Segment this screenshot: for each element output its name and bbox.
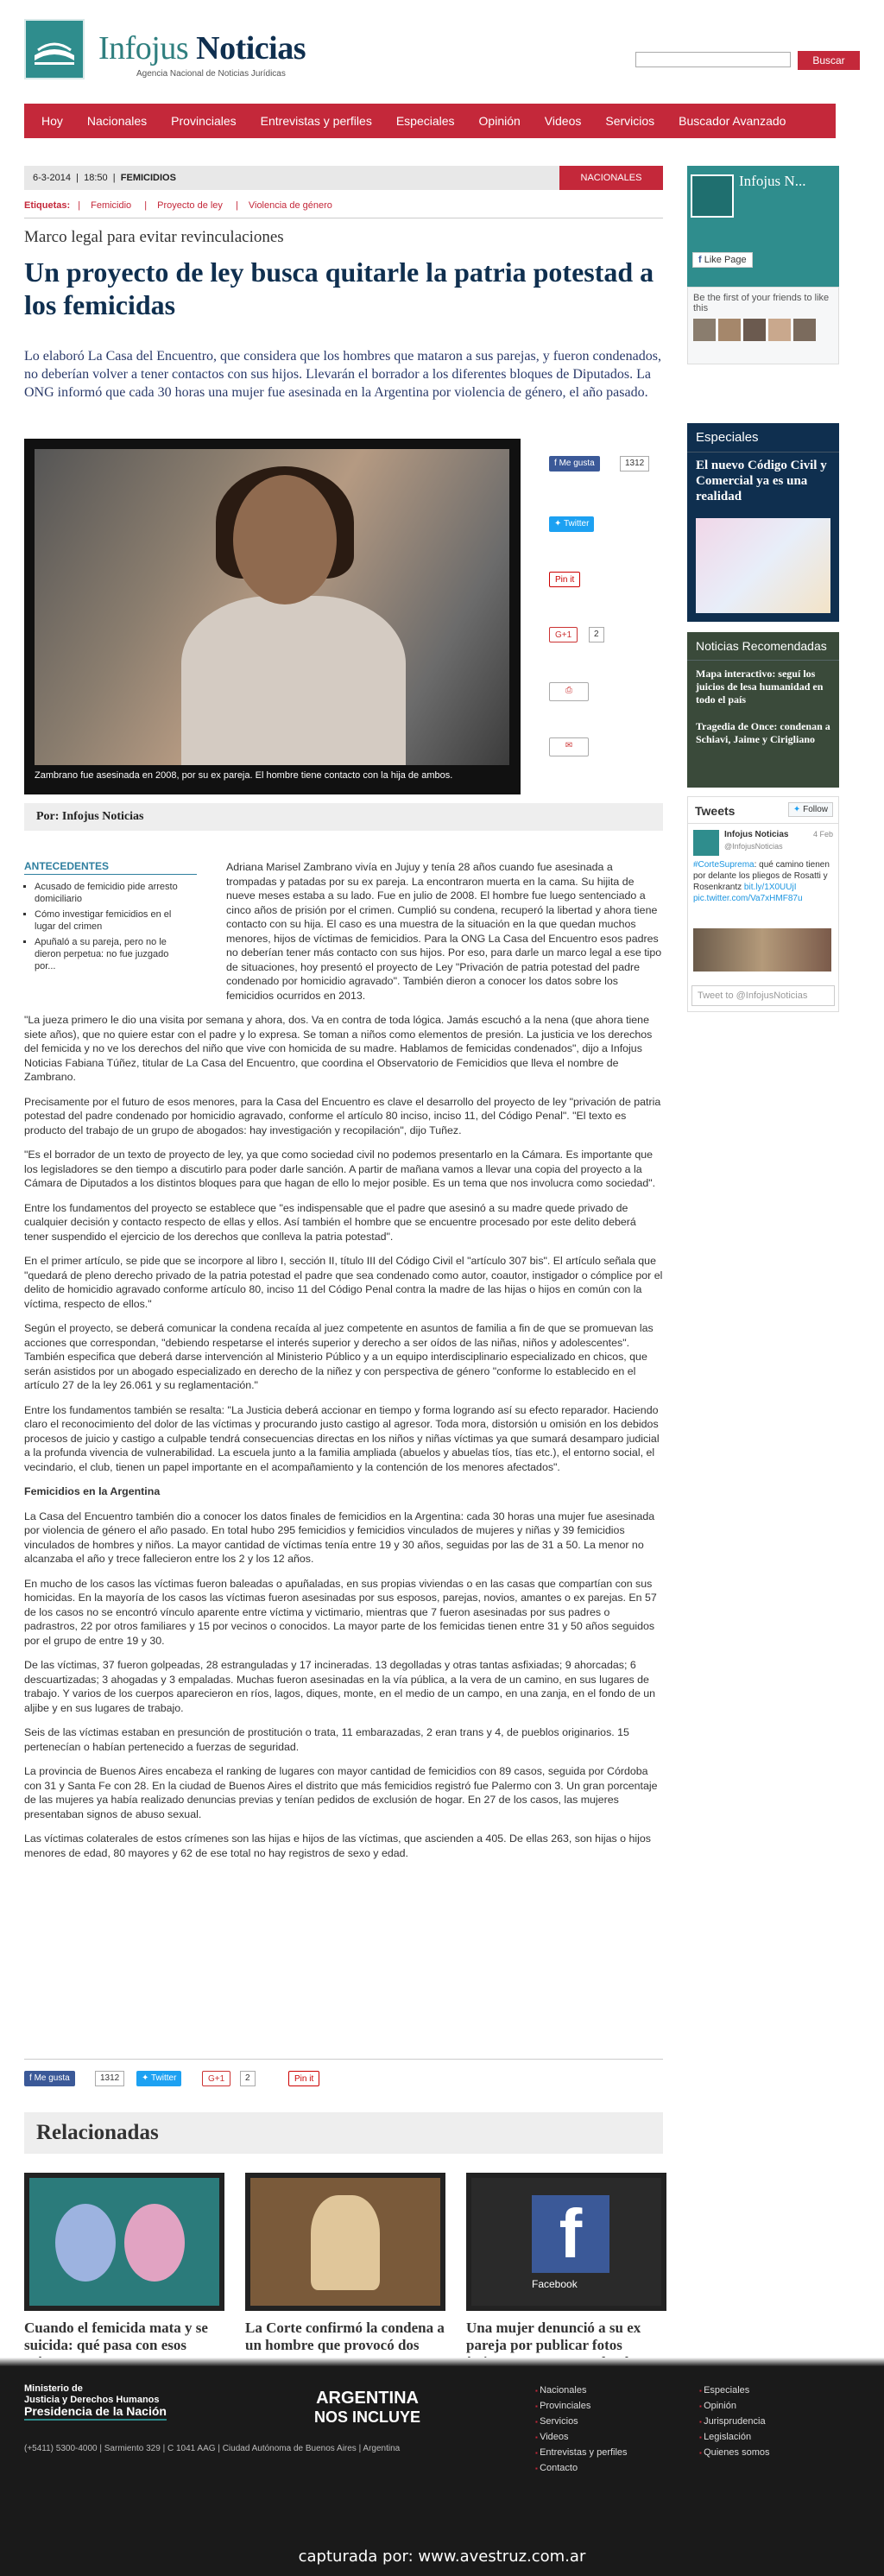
recomendadas-box [687,632,839,788]
article-paragraph: Entre los fundamentos del proyecto se establece que "es indispensable que el padre que asesinó a su madre quede privado de cualquier decisión y contacto respecto de ellas y ellos. Así también el hombre que se encuentre procesado por este delito deberá tener suspendido el ejercicio de los derechos que conlleva la patria potestad". [24,1201,636,1243]
avatar[interactable] [693,830,719,856]
footer-link[interactable]: ▪ Servicios [535,2416,578,2427]
tweet-text: #CorteSuprema: qué camino tienen por delante los pliegos de Rosatti y Rosenkrantz bit.ly/1X0UUjI pic.twitter.com/Va7xHMF87u [693,860,830,903]
related-caption[interactable]: Una mujer denunció a su ex pareja por publicar fotos [466,2320,641,2353]
twitter-widget [687,796,839,1012]
facebook-icon: f [554,459,557,468]
article-photo-frame [24,439,521,794]
logo-wordmark[interactable]: Infojus Noticias [98,30,306,66]
related-image[interactable] [245,2173,445,2311]
nav-item-especiales[interactable]: Especiales [395,114,455,128]
article-paragraph: "La jueza primero le dio una visita por semana y ahora, dos. Va en contra de toda lógica. Jamás escuchó a la nena (que ahora tiene siete años), que no quiere estar con el padre y lo expresa. Se toman a niños como elementos de presión. La justicia ve los derechos del femicida y no ve los derechos del niño que vive con homicida de su madre. Hablamos de femicidas condenados", dijo a Infojus Noticias Fabiana Túñez, titular de La Casa del Encuentro, que coordina el Observatorio de Femicidios que lleva el nombre de Zambrano. [24,1014,653,1083]
nav-item-buscador[interactable]: Buscador Avanzado [679,114,786,128]
footer-link[interactable]: ▪ Videos [535,2432,569,2442]
search-button[interactable]: Buscar [798,51,860,70]
footer-link[interactable]: ▪ Quienes somos [699,2447,770,2458]
pinterest-button[interactable]: Pin it [288,2071,319,2086]
footer-link[interactable]: ▪ Legislación [699,2432,751,2442]
email-icon[interactable]: ✉ [549,737,589,756]
google-plus-count: 2 [589,627,604,642]
article-meta-bar [24,166,663,190]
facebook-page-widget[interactable]: Infojus N... f Like Page [687,166,839,287]
twitter-button[interactable]: ✦ Twitter [549,516,594,532]
avatar[interactable] [718,319,741,341]
nav-item-entrevistas[interactable]: Entrevistas y perfiles [260,114,372,128]
article-subheading: Femicidios en la Argentina [24,1485,161,1497]
article-date: 6-3-2014 [33,173,72,183]
antecedente-link[interactable]: ▪ Apuñaló a su pareja, pero no le dieron perpetua: no fue juzgado por... [35,936,190,972]
facebook-friends-box: Be the first of your friends to like this [687,287,839,364]
footer-address: (+5411) 5300-4000 | Sarmiento 329 | C 1041 AAG | Ciudad Autónoma de Buenos Aires | Argentina [24,2444,401,2453]
bottom-share-row [24,2067,369,2088]
avatar[interactable] [693,319,716,341]
capture-credit: capturada por: www.avestruz.com.ar [298,2548,586,2566]
tweet-to-input[interactable]: Tweet to @InfojusNoticias [691,985,835,1006]
related-card[interactable] [245,2173,445,2371]
nav-item-nacionales[interactable]: Nacionales [86,114,148,128]
nav-item-provinciales[interactable]: Provinciales [171,114,237,128]
article-paragraph: Entre los fundamentos también se resalta: "La Justicia deberá accionar en tiempo y forma logrando así su efecto reparador. Haciendo claro el reconocimiento del dolor de las víctimas y procurando justo castigo al agresor. Toda mora, distorsión u omisión en los debidos procesos de juicio y castigo a culpable tendrá consecuencias directas en los niños y niñas víctimas ya que sumará desamparo judicial a la profunda vivencia de vulnerabilidad. La escuela junto a la familia ampliada (abuelos y abuelas tíos, tías etc.), el entorno social, el vecindario, el club, tienen un papel importante en el acompañamiento y la contención de los menores afectados". [24,1403,660,1473]
tweet-image[interactable] [693,928,831,972]
tags-label: Etiquetas: [24,200,71,211]
article-kicker: Marco legal para evitar revinculaciones [24,228,284,246]
article-author: Por: Infojus Noticias [36,810,144,823]
footer-link[interactable]: ▪ Nacionales [535,2385,586,2396]
twitter-icon: ✦ [142,2073,149,2083]
article-paragraph: En mucho de los casos las víctimas fueron baleadas o apuñaladas, en sus propias viviendas o en las casas que compartían con sus homicidas. En la mayoría de los casos las víctimas fueron asesinadas por sus esposos, parejas, novios, amantes o ex parejas. En 57 de los casos no se encontró vínculo aparente entre víctima y victimario, mientras que 7 fueron asesinadas por sus padres o padrastros, 22 por otros familiares y 15 por vecinos o conocidos. La mayor parte de los femicidas tienen entre 31 y 50 años seguidos por el grupo de entre 19 y 30. [24,1577,657,1647]
article-meta: 6-3-2014 | 18:50 | FEMICIDIOS [33,173,176,183]
article-paragraph: Adriana Marisel Zambrano vivía en Jujuy y tenía 28 años cuando fue asesinada a trompadas y patadas por su ex pareja. La encontraron muerta en la cama. Su hijita de nueve meses estaba a su lado. Fue en julio de 2008. El hombre fue luego sentenciado a cinco años de prisión por el crimen. Cumplió su condena, recuperó la libertad y ahora tiene contacto con su hija. El caso es una muestra de la situación en la que quedan muchos menores, hijos de víctimas de femicidios. Para la ONG La Casa del Encuentro esos padres no deberían tener más contacto con sus hijos. Por eso, para darle un marco legal a ese tipo de situaciones, hoy presentó el proyecto de Ley "Privación de patria potestad del padre condenado por homicidio agravado". También dieron a conocer los datos sobre los femicidios ocurridos en 2013. [226,861,662,1002]
footer-link[interactable]: ▪ Especiales [699,2385,749,2396]
antecedente-link[interactable]: ▪ Acusado de femicidio pide arresto domiciliario [35,881,190,905]
article-body [24,860,663,1870]
related-caption[interactable]: Cuando el femicida mata y se suicida: qué pasa con esos [24,2320,208,2353]
related-image[interactable] [24,2173,224,2311]
facebook-icon: f [29,2073,32,2083]
antecedentes-title: ANTECEDENTES [24,860,110,872]
article-paragraph: La provincia de Buenos Aires encabeza el ranking de lugares con mayor cantidad de femicidios con 89 casos, seguida por Córdoba con 31 y Santa Fe con 28. En la ciudad de Buenos Aires el distrito que más femicidios registró fue Palermo con 3. Un gran porcentaje de las mujeres ya había realizado denuncias previas y tenían pedidos de exclusión de hogar. En 27 de los casos, las mujeres presentaban signos de abuso sexual. [24,1765,658,1820]
argentina-logo[interactable]: ARGENTINA NOS INCLUYE [314,2389,421,2426]
google-plus-button[interactable]: G+1 [549,627,578,642]
facebook-like-page-button[interactable]: f Like Page [692,252,753,268]
main-nav [24,104,836,138]
nav-item-opinion[interactable]: Opinión [478,114,521,128]
footer-link[interactable]: ▪ Provinciales [535,2401,590,2411]
facebook-count: 1312 [95,2071,124,2086]
recomendada-link[interactable]: Tragedia de Once: condenan a Schiavi, Jaime y Cirigliano [696,720,830,745]
facebook-like-button[interactable]: f Me gusta [24,2071,75,2086]
facebook-count: 1312 [620,456,649,472]
avatar[interactable] [793,319,816,341]
article-paragraph: La Casa del Encuentro también dio a conocer los datos finales de femicidios en la Argentina: cada 30 horas una mujer fue asesinada por violencia de género el año pasado. En total hubo 295 femicidios y femicidios vinculados de mujeres y niñas y 39 femicidios vinculados de hombres y niños. La mayor cantidad de víctimas tenía entre 19 y 30 años, seguidas por las de 31 a 50. La menor no alcanzaba el año y trece fallecieron entre los 2 y los 12 años. [24,1510,655,1565]
photo-caption: Zambrano fue asesinada en 2008, por su ex pareja. El hombre tiene contacto con la hija de ambos. [35,770,453,781]
article-time: 18:50 [84,173,108,183]
print-icon[interactable]: ⎙ [549,682,589,701]
logo-tagline: Agencia Nacional de Noticias Jurídicas [136,69,286,79]
site-footer [0,2366,884,2576]
related-title: Relacionadas [36,2121,159,2144]
twitter-button[interactable]: ✦ Twitter [136,2071,181,2086]
antecedente-link[interactable]: ▪ Cómo investigar femicidios en el lugar del crimen [35,908,190,933]
site-header [24,19,845,97]
twitter-icon: ✦ [792,805,801,814]
search-input[interactable] [635,52,791,67]
tweet-author[interactable]: Infojus Noticias [724,830,789,839]
tag-link[interactable]: Proyecto de ley [157,200,223,211]
article-photo[interactable] [35,449,509,765]
logo-book-icon[interactable] [24,19,85,79]
recomendada-link[interactable]: Mapa interactivo: seguí los juicios de lesa humanidad en todo el país [696,668,824,706]
related-header [24,2112,663,2154]
footer-link[interactable]: ▪ Entrevistas y perfiles [535,2447,628,2458]
related-image[interactable]: f Facebook [466,2173,666,2311]
article-paragraph: "Es el borrador de un texto de proyecto de ley, ya que como sociedad civil no podemos presentarlo en la Cámara. Es importante que los legisladores se den tiempo a discutirlo para poder darle sanción. A partir de mañana vamos a llevar una copia del proyecto a la Cámara de Diputados a los distintos bloques para que hagan de ello lo mejor posible. Es un tema que nos involucra como sociedad". [24,1149,656,1189]
tweet-date[interactable]: 4 Feb [812,830,833,839]
tag-link[interactable]: Violencia de género [248,200,332,211]
recomendadas-title: Noticias Recomendadas [687,632,839,661]
footer-link[interactable]: ▪ Opinión [699,2401,736,2411]
nav-item-videos[interactable]: Videos [544,114,582,128]
ministry-logo[interactable]: Ministerio de Justicia y Derechos Humanos Presidencia de la Nación [24,2383,167,2421]
related-card[interactable] [466,2173,666,2371]
related-card[interactable] [24,2173,224,2371]
google-plus-count: 2 [240,2071,256,2086]
article-lead: Lo elaboró La Casa del Encuentro, que considera que los hombres que mataron a sus parejas, y fueron condenados, no deberían volver a tener contactos con sus hijos. Llevarán el borrador a los diferentes bloques de Diputados. La ONG informó que cada 30 horas una mujer fue asesinada en la Argentina por violencia de género, el año pasado. [24,349,661,400]
especiales-image[interactable] [696,518,830,613]
article-category[interactable]: FEMICIDIOS [120,173,176,183]
footer-link[interactable]: ▪ Jurisprudencia [699,2416,766,2427]
pinterest-button[interactable]: Pin it [549,572,580,587]
article-paragraph: Seis de las víctimas estaban en presunción de prostitución o trata, 11 embarazadas, 2 eran trans y 4, de pueblos originarios. 15 pertenecían o habían pertenecido a fuerzas de seguridad. [24,1726,629,1753]
author-bar [24,803,663,831]
article-paragraph: En el primer artículo, se pide que se incorpore al libro I, sección II, título III del Código Civil el "artículo 307 bis". El artículo señala que "quedará de pleno derecho privado de la patria potestad el padre que sea condenado como autor, coautor, instigador o cómplice por el delito de homicidio agravado conforme artículo 80, inciso 11 del Código Penal contra la madre de las hijas o hijos en común con la víctima, respecto de ellos." [24,1255,663,1310]
facebook-icon: f [532,2195,609,2273]
divider [24,2059,663,2060]
avatar[interactable] [743,319,766,341]
google-plus-button[interactable]: G+1 [202,2071,230,2086]
twitter-icon: ✦ [554,519,562,528]
section-badge[interactable]: NACIONALES [559,166,663,190]
facebook-page-logo-icon [691,174,734,218]
related-caption[interactable]: La Corte confirmó la condena a un hombre que provocó dos [245,2320,445,2353]
facebook-icon: f [698,255,702,265]
nav-item-servicios[interactable]: Servicios [605,114,655,128]
article-paragraph: Precisamente por el futuro de esos menores, para la Casa del Encuentro es clave el desarrollo del proyecto de ley "privación de patria potestad del padre condenado por homicidio agravado, conforme el artículo 80 inciso, inciso 11, del Código Penal". "El texto es producto del trabajo de un grupo de abogados: hay investigación y recopilación", dijo Tuñez. [24,1095,661,1136]
article-headline: Un proyecto de ley busca quitarle la patria potestad a los femicidas [24,256,654,320]
article-paragraph: Según el proyecto, se deberá comunicar la condena recaída al juez competente en asuntos de familia a fin de que se promuevan las acciones que correspondan, "debiendo respetarse el interés superior y derecho a ser oídos de las niñas, niños y adolescentes". También especifica que deberá darse intervención al Ministerio Público y a un equipo interdisciplinario especializado en chicos, que serán asistidos por un abogado especializado en derecho de la niñez y con perspectiva de género "conforme lo establecido en el artículo 27 de la ley 26.061 y su reglamentación." [24,1322,654,1391]
especiales-title: Especiales [687,423,839,453]
tags-row: Etiquetas: | Femicidio | Proyecto de ley | Violencia de género [24,200,332,211]
avatar[interactable] [768,319,791,341]
footer-link[interactable]: ▪ Contacto [535,2463,578,2473]
facebook-like-button[interactable]: f Me gusta [549,456,600,472]
tweets-title: Tweets [695,804,736,818]
tag-link[interactable]: Femicidio [91,200,132,211]
follow-button[interactable]: ✦ Follow [788,802,833,817]
tweet-handle[interactable]: @InfojusNoticias [724,842,783,851]
article-paragraph: Las víctimas colaterales de estos crímenes son las hijas e hijos de las víctimas, que ascienden a 405. De ellas 263, son hijas o hijos menores de edad, 80 mayores y 62 de ese total no hay registros de sexo y edad. [24,1832,651,1859]
especiales-headline[interactable]: El nuevo Código Civil y Comercial ya es una realidad [696,459,827,503]
especiales-box [687,423,839,622]
article-paragraph: De las víctimas, 37 fueron golpeadas, 28 estranguladas y 17 incineradas. 13 degolladas y otras tantas asfixiadas; 9 ahorcadas; 6 descuartizadas; 3 ahogadas y 3 empaladas. Muchas fueron asesinadas en la vía pública, a la vera de un camino, en sus lugares de trabajo. Y varios de los cuerpos aparecieron en ríos, lagos, diques, monte, en el medio de un campo, en una zanja, en el fondo de un aljibe y en sus lugares de trabajo. [24,1659,656,1714]
nav-item-hoy[interactable]: Hoy [41,114,63,128]
